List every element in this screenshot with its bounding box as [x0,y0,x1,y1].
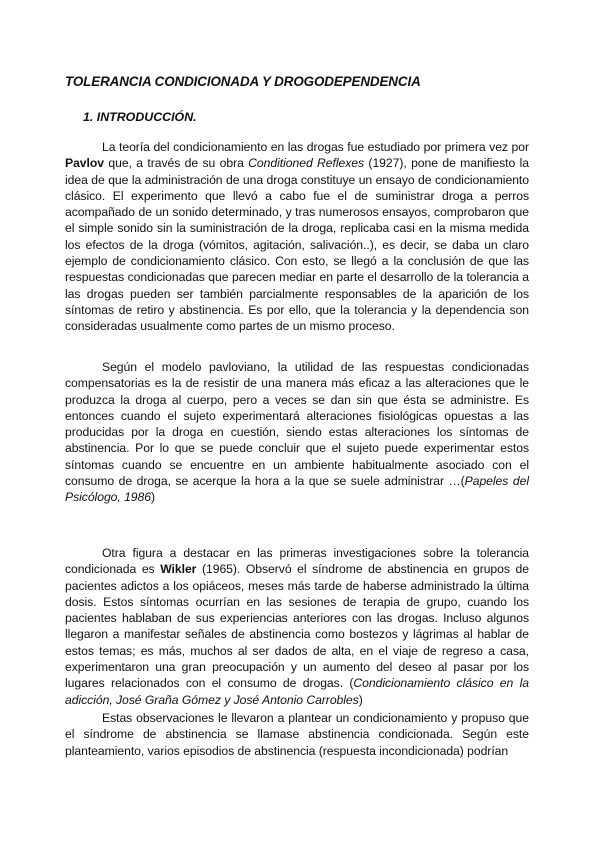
paragraph-1-text-b: que, a través de su obra [104,156,249,171]
paragraph-2-text-a: Según el modelo pavloviano, la utilidad de las respuestas condicionadas compensatorias es la de resistir de una manera más eficaz a las alteraciones que le produzca la droga al cuerpo, pero a veces se dan sin que ésta se administre. Es entonces cuando el sujeto experimentará alteraciones fisiológicas opuestas a las producidas por la droga en cuestión, siendo estas alteraciones los síntomas de abstinencia. Por lo que se puede concluir que el sujeto puede experimentar estos síntomas cuando se encuentre en un ambiente habitualmente asociado con el consumo de droga, se acerque la hora a la que se suele administrar …( [65,360,529,489]
paragraph-4-text: Estas observaciones le llevaron a plantear un condicionamiento y propuso que el síndrome de abstinencia se llamase abstinencia condicionada. Según este planteamiento, varios episodios de abstinencia (respuesta incondicionada) podrían [65,711,529,758]
paragraph-4 [65,710,529,762]
citation-condicionamiento-clasico: Condicionamiento clásico en la adicción, José Graña Gómez y José Antonio Carrobles [65,676,529,707]
paragraph-2 [65,359,529,506]
paragraph-1-text-c: (1927), pone de manifiesto la idea de que la administración de una droga constituye un ensayo de condicionamiento clásico. El experimento que llevó a cabo fue el de suministrar droga a perros acompañado de un sonido determinado, y tras numerosos ensayos, comprobaron que el simple sonido sin la suministración de la droga, replicaba casi en la misma medida los efectos de la droga (vómitos, agitación, salivación..), es decir, se daba un claro ejemplo de condicionamiento clásico. Con esto, se llegó a la conclusión de que las respuestas condicionadas que parecen mediar en parte el desarrollo de la tolerancia a las drogas pueden ser también parcialmente responsables de la aparición de los síntomas de retiro y abstinencia. Es por ello, que la tolerancia y la dependencia son consideradas usualmente como partes de un mismo proceso. [65,156,529,334]
paragraph-3-text-a: Otra figura a destacar en las primeras investigaciones sobre la tolerancia condicionada es [65,546,529,577]
paragraph-1 [65,139,529,335]
author-name-wikler: Wikler [160,562,197,577]
section-heading: 1. INTRODUCCIÓN. [83,110,197,124]
paragraph-3 [65,545,529,708]
work-title-conditioned-reflexes: Conditioned Reflexes [248,156,365,171]
citation-papeles-del-psicologo: Papeles del Psicólogo, 1986 [65,474,529,505]
author-name-pavlov: Pavlov [65,156,104,171]
paragraph-3-text-b: (1965). Observó el síndrome de abstinencia en grupos de pacientes adictos a los opiáceos, meses más tarde de haberse administrado la última dosis. Estos síntomas ocurrían en las sesiones de terapia de grupo, cuando los pacientes hablaban de sus experiencias anteriores con las drogas. Incluso algunos llegaron a manifestar señales de abstinencia como bostezos y lágrimas al hablar de estos temas; es más, muchos al ser dados de alta, en el viaje de regreso a casa, experimentaron una gran preocupación y un aumento del deseo al pasar por los lugares relacionados con el consumo de drogas. ( [65,562,529,691]
document-title: TOLERANCIA CONDICIONADA Y DROGODEPENDENCIA [65,74,421,89]
paragraph-1-text-a: La teoría del condicionamiento en las drogas fue estudiado por primera vez por [102,140,529,154]
paragraph-2-text-b: ) [150,490,155,505]
paragraph-3-text-c: ) [358,692,363,707]
